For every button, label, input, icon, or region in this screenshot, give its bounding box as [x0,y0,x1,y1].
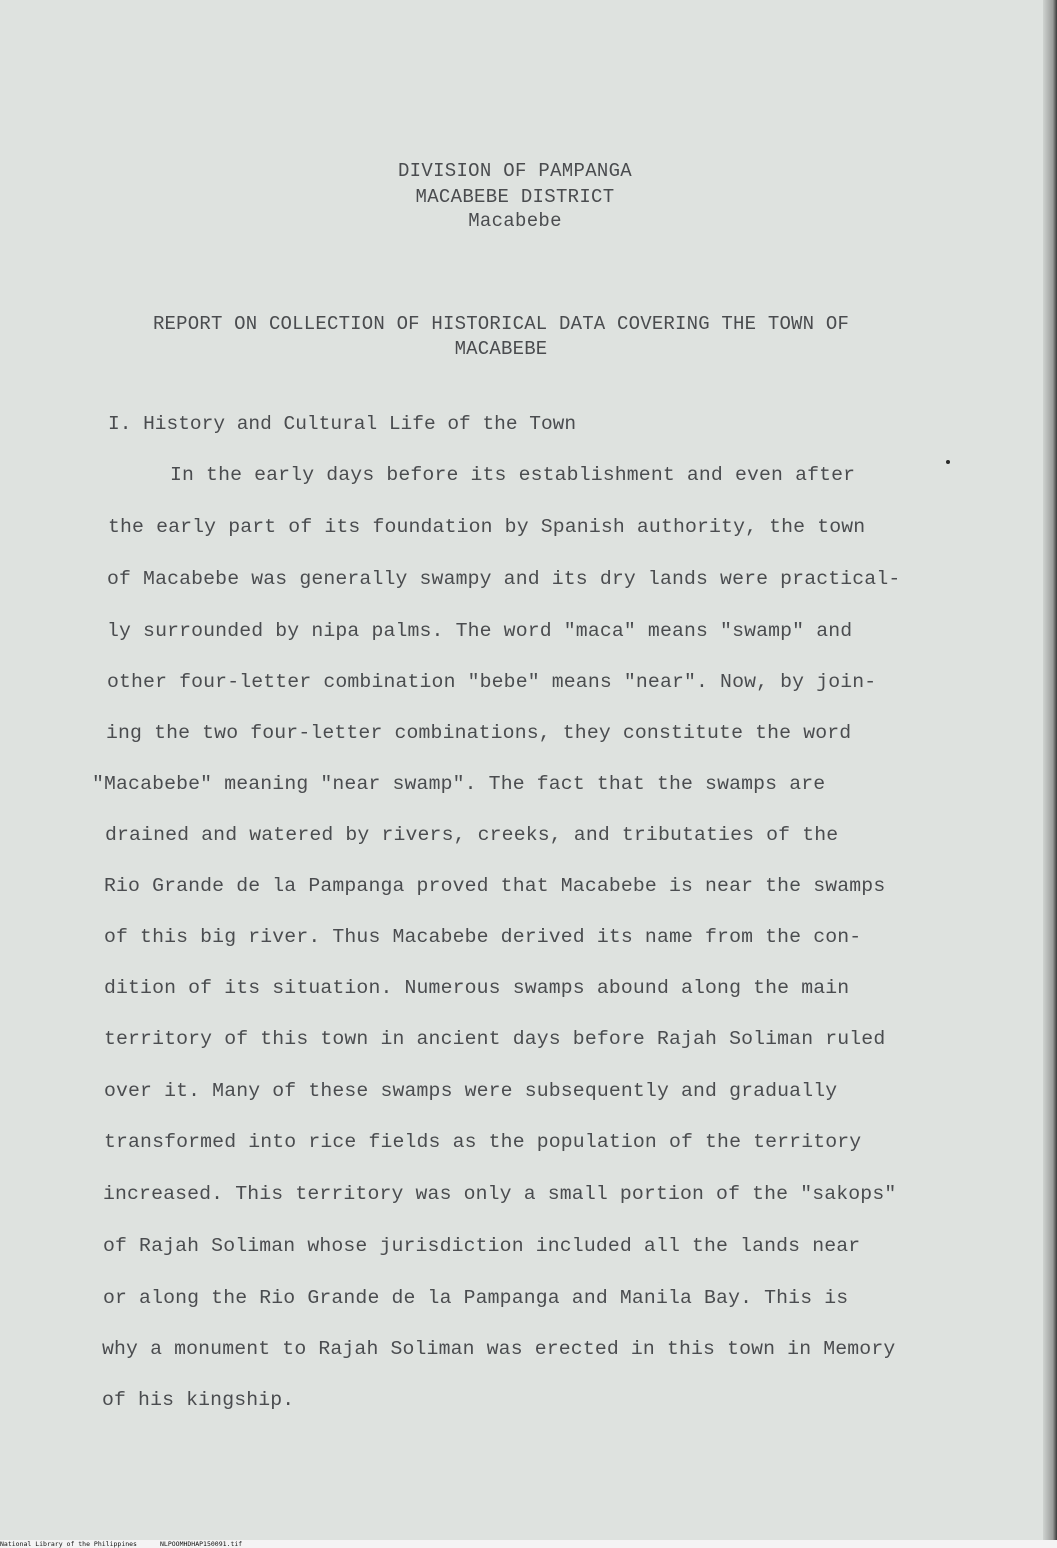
body-line: ing the two four-letter combinations, they constitute the word [106,722,852,744]
body-line: "Macabebe" meaning "near swamp". The fact that the swamps are [92,773,826,795]
body-line: In the early days before its establishment and even after [170,464,856,486]
body-line: or along the Rio Grande de la Pampanga and Manila Bay. This is [103,1287,849,1309]
body-line: transformed into rice fields as the population of the territory [104,1131,862,1153]
body-line: drained and watered by rivers, creeks, and tributaties of the [105,824,839,846]
body-line: other four-letter combination "bebe" means "near". Now, by join- [107,671,877,693]
ink-speck [946,460,950,464]
footer-filename: NLPOOMHDHAP150091.tif [160,1540,243,1548]
body-line: of his kingship. [102,1389,295,1411]
body-line: ly surrounded by nipa palms. The word "maca" means "swamp" and [107,620,853,642]
section-heading: I. History and Cultural Life of the Town [108,413,577,435]
header-division: DIVISION OF PAMPANGA [397,160,633,182]
body-line: of Macabebe was generally swampy and its dry lands were practical- [107,568,901,590]
footer-library: National Library of the Philippines [0,1540,137,1548]
scan-footer [0,1540,1057,1548]
report-title-line-1: REPORT ON COLLECTION OF HISTORICAL DATA COVERING THE TOWN OF [152,313,850,335]
body-line: the early part of its foundation by Spanish authority, the town [108,516,866,538]
body-line: of this big river. Thus Macabebe derived its name from the con- [104,926,862,948]
body-line: dition of its situation. Numerous swamps abound along the main [104,977,850,999]
header-town: Macabebe [468,210,562,232]
header-district: MACABEBE DISTRICT [415,186,615,208]
body-line: Rio Grande de la Pampanga proved that Macabebe is near the swamps [104,875,886,897]
body-line: of Rajah Soliman whose jurisdiction included all the lands near [103,1235,861,1257]
body-line: why a monument to Rajah Soliman was erected in this town in Memory [102,1338,896,1360]
body-line: increased. This territory was only a small portion of the "sakops" [103,1183,897,1205]
body-line: territory of this town in ancient days before Rajah Soliman ruled [104,1028,886,1050]
page-edge-shadow [1043,0,1057,1540]
body-line: over it. Many of these swamps were subsequently and gradually [104,1080,838,1102]
report-title-line-2: MACABEBE [454,338,548,360]
